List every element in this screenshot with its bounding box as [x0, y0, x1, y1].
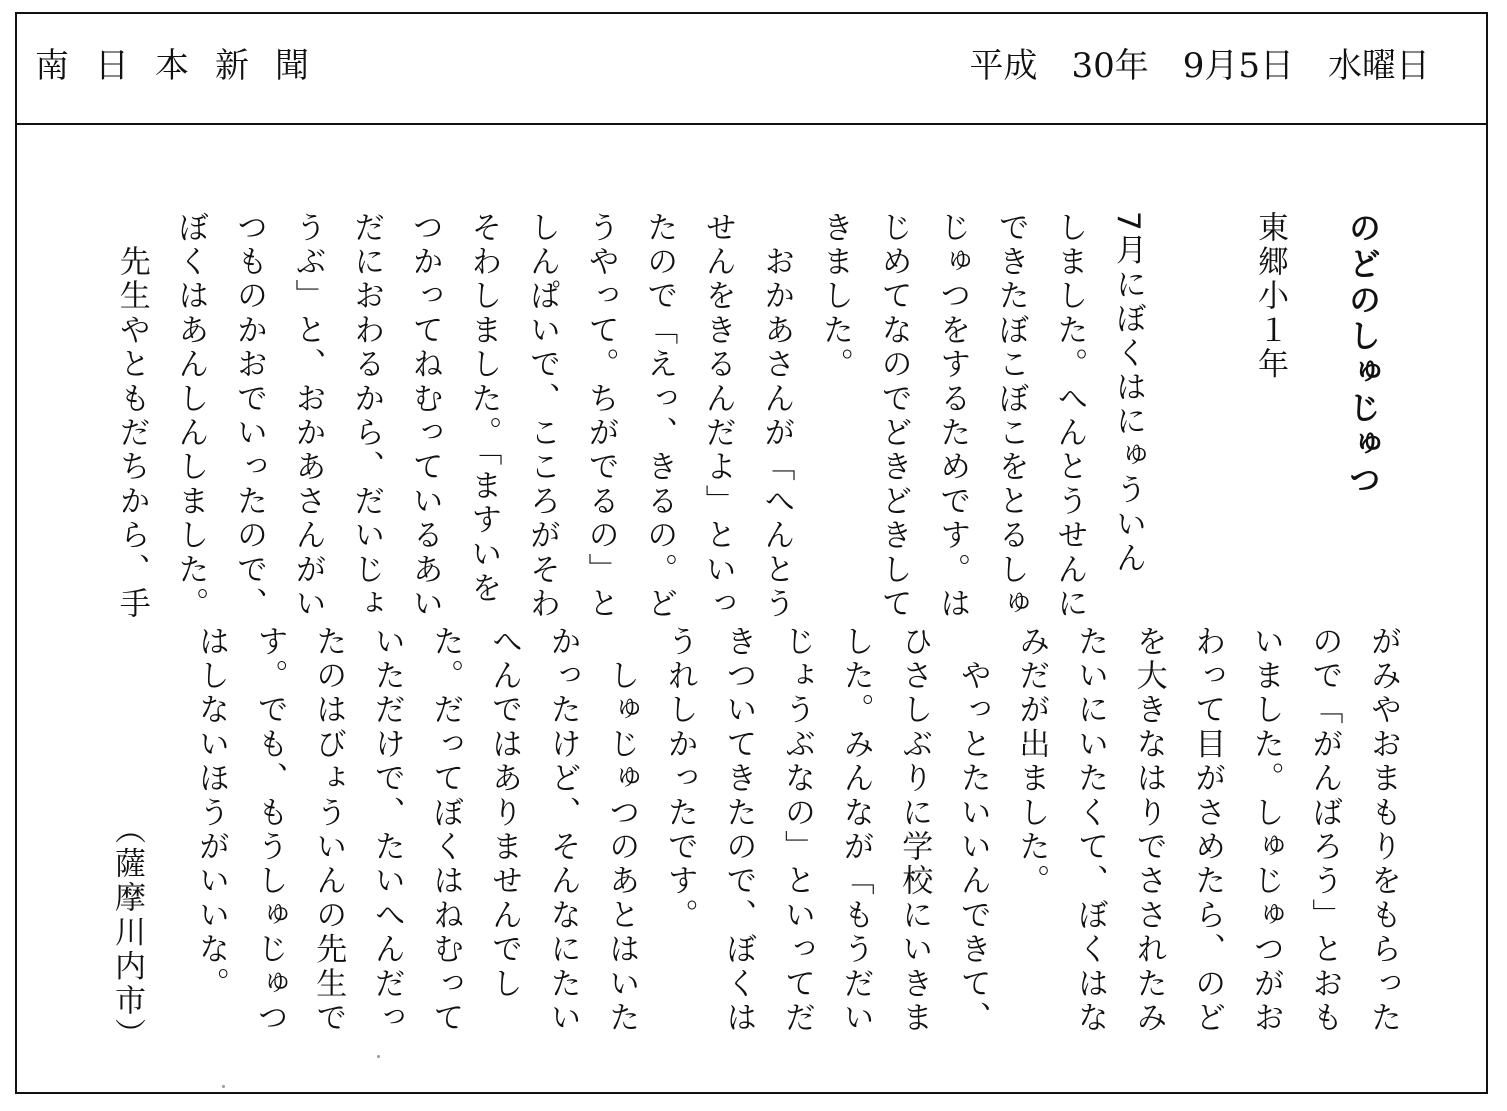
article-line: たので「えっ、きるの。ど [641, 211, 678, 622]
article-line: た。だってぼくはねむって [427, 625, 464, 1036]
article-line: じょうぶなの」といってだ [779, 625, 815, 1036]
article-line: つかってねむっているあい [406, 211, 443, 622]
article-line: だにおわるから、だいじょ [348, 211, 385, 622]
article-line: 7月にぼくはにゅういん [1110, 211, 1146, 576]
article-place: （薩摩川内市） [109, 813, 145, 1053]
print-speck [377, 1055, 380, 1058]
article-line: がみやおまもりをもらった [1365, 625, 1401, 1036]
article-line: じめてなのでどきどきして [875, 211, 912, 622]
article-line: じゅつをするためです。は [934, 211, 971, 622]
article-line: した。みんなが「もうだい [837, 625, 874, 1036]
article-line: いただけで、たいへんだっ [368, 625, 405, 1036]
article-line: おかあさんが「へんとう [758, 211, 795, 622]
article-line: たのはびょういんの先生で [310, 625, 347, 1036]
article-body [17, 125, 1486, 1094]
article-line: いました。しゅじゅつがお [1247, 625, 1284, 1036]
article-line: す。でも、もうしゅじゅつ [251, 625, 288, 1036]
article-line: うぶ」と、おかあさんがい [289, 211, 326, 622]
article-line: つものかおでいったので、 [231, 211, 267, 622]
article-line: ので「がんばろう」とおも [1306, 625, 1343, 1036]
article-line: 先生やともだちから、手 [113, 211, 150, 622]
article-line: しました。へんとうせんに [1051, 211, 1088, 622]
article-line: うれしかったです。 [661, 625, 698, 933]
article-author: 東郷小１年 [1252, 211, 1288, 382]
article-title: のどのしゅじゅつ [1344, 211, 1382, 499]
publication-date: 平成 30年 9月5日 水曜日 [969, 46, 1430, 86]
print-speck [222, 1085, 225, 1088]
clipping-frame [15, 12, 1488, 1094]
article-line: たいにいたくて、ぼくはな [1072, 625, 1108, 1036]
article-line: かったけど、そんなにたい [544, 625, 581, 1036]
article-line: きついてきたので、ぼくは [720, 625, 757, 1036]
article-line: を大きなはりでさされたみ [1130, 625, 1167, 1036]
newspaper-name: 南日本新聞 [35, 46, 335, 86]
article-line: へんではありませんでし [486, 625, 522, 1002]
article-line: ぼくはあんしんしました。 [172, 211, 209, 622]
article-line: はしないほうがいいな。 [193, 625, 229, 1002]
article-line: みだが出ました。 [1013, 625, 1050, 899]
article-line: できたぼこぼこをとるしゅ [992, 211, 1029, 622]
article-line: きました。 [817, 211, 853, 382]
article-line: うやって。ちがでるの」と [582, 211, 619, 622]
article-line: ひさしぶりに学校にいきま [896, 625, 933, 1036]
article-line: しゅじゅつのあとはいた [603, 625, 640, 1036]
article-line: やっとたいいんできて、 [954, 625, 991, 1036]
article-line: わって目がさめたら、のど [1189, 625, 1226, 1036]
article-line: そわしました。「ますいを [465, 211, 502, 606]
newspaper-header [17, 14, 1486, 125]
article-line: しんぱいで、こころがそわ [524, 211, 560, 622]
article-line: せんをきるんだよ」といっ [699, 211, 736, 622]
